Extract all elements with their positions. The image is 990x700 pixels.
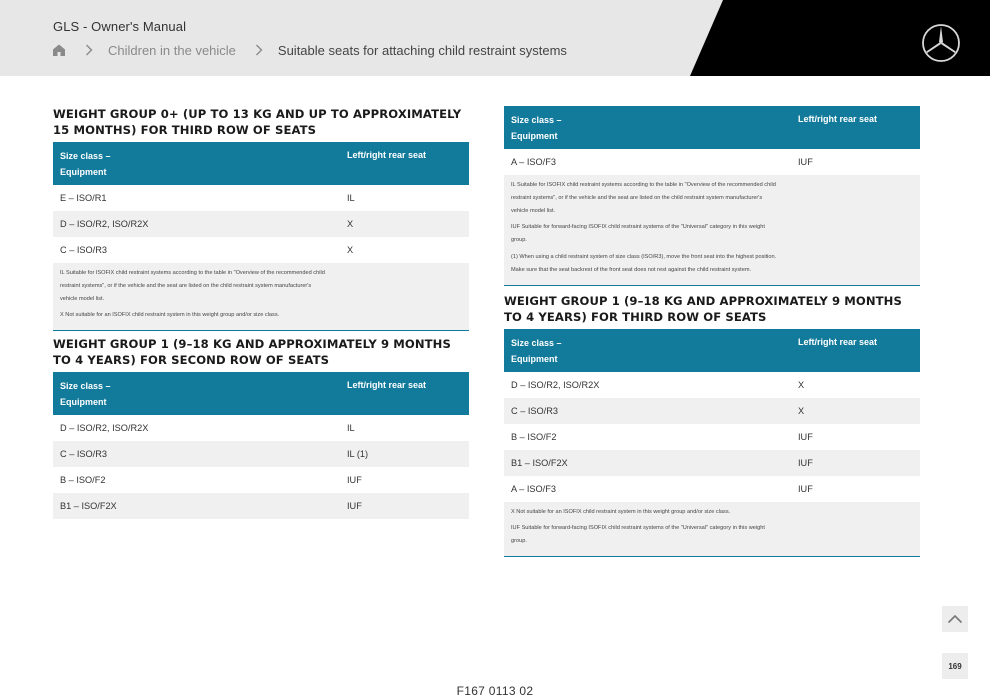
size-class-cell: C – ISO/R3 — [504, 398, 791, 424]
page-header — [0, 0, 990, 76]
size-class-cell: B1 – ISO/F2X — [504, 450, 791, 476]
table-row — [504, 398, 920, 424]
column-header-size-class: Size class – Equipment — [504, 106, 791, 149]
suitability-cell: X — [791, 398, 920, 424]
column-header-rear-seat: Left/right rear seat — [791, 329, 920, 372]
table-notes — [504, 502, 920, 557]
note-x: X Not suitable for an ISOFIX child restraint system in this weight group and/or size class. — [60, 312, 280, 319]
column-header-rear-seat: Left/right rear seat — [340, 142, 469, 185]
left-column — [53, 106, 469, 519]
size-class-cell: C – ISO/R3 — [53, 441, 340, 467]
section-group0-third-row — [53, 106, 469, 329]
note-il: IL Suitable for ISOFIX child restraint systems according to the table in "Overview of the recommended child restraint systems", or if the vehicle and the seat are listed on the child restraint system manufacturer's vehicle model list. — [511, 182, 776, 214]
breadcrumb-link-children[interactable]: Children in the vehicle — [108, 42, 236, 58]
note-iuf: IUF Suitable for forward-facing ISOFIX child restraint systems of the "Universal" category in this weight group. — [511, 224, 765, 244]
suitability-cell: X — [798, 379, 805, 390]
table-row — [53, 211, 469, 237]
size-class-cell: C – ISO/R3 — [60, 245, 107, 255]
section-title: WEIGHT GROUP 1 (9–18 KG AND APPROXIMATELY 9 MONTHS TO 4 YEARS) FOR SECOND ROW OF SEATS — [53, 337, 451, 367]
suitability-cell: IUF — [791, 450, 920, 476]
note-il: IL Suitable for ISOFIX child restraint systems according to the table in "Overview of the recommended child restraint systems", or if the vehicle and the seat are listed on the child restraint system manufacturer's vehicle model list. — [60, 270, 325, 302]
suitability-cell: IUF — [798, 157, 813, 167]
table-row — [53, 185, 469, 211]
section-title: WEIGHT GROUP 0+ (UP TO 13 KG AND UP TO APPROXIMATELY 15 MONTHS) FOR THIRD ROW OF SEATS — [53, 107, 462, 137]
seat-table — [53, 142, 469, 263]
breadcrumb-current: Suitable seats for attaching child restraint systems — [277, 42, 567, 58]
suitability-cell: IUF — [347, 475, 362, 485]
table-row — [504, 450, 920, 476]
seat-table — [53, 372, 469, 519]
size-class-cell: B1 – ISO/F2X — [53, 493, 340, 519]
table-row — [504, 149, 920, 175]
table-notes — [504, 175, 920, 286]
suitability-cell: X — [347, 245, 354, 255]
column-header-size-class: Size class – Equipment — [504, 329, 791, 372]
manual-title: GLS - Owner's Manual — [53, 19, 187, 34]
table-row — [504, 476, 920, 502]
chevron-right-icon — [84, 44, 94, 56]
table-row — [53, 415, 469, 441]
size-class-cell: A – ISO/F3 — [511, 483, 556, 494]
table-row — [53, 237, 469, 263]
footer-code: F167 0113 02 — [456, 684, 534, 698]
section-group1-second-row — [53, 336, 469, 519]
table-row — [504, 372, 920, 398]
page-number: 169 — [942, 653, 968, 679]
size-class-cell: D – ISO/R2, ISO/R2X — [511, 379, 600, 390]
chevron-right-icon — [254, 44, 264, 56]
home-icon[interactable] — [52, 43, 66, 57]
suitability-cell: IUF — [340, 493, 469, 519]
suitability-cell: X — [340, 211, 469, 237]
mercedes-star-logo — [921, 23, 961, 63]
size-class-cell: D – ISO/R2, ISO/R2X — [53, 211, 340, 237]
suitability-cell: IL (1) — [340, 441, 469, 467]
suitability-cell: IL — [347, 193, 355, 203]
suitability-cell: IL — [347, 423, 355, 433]
section-group1-third-row — [504, 293, 920, 557]
suitability-cell: IUF — [798, 483, 813, 494]
size-class-cell: D – ISO/R2, ISO/R2X — [60, 423, 149, 433]
chevron-up-icon — [947, 614, 963, 624]
note-x: X Not suitable for an ISOFIX child restraint system in this weight group and/or size class. — [511, 508, 731, 515]
size-class-cell: B – ISO/F2 — [511, 431, 557, 442]
column-header-rear-seat: Left/right rear seat — [340, 372, 469, 415]
seat-table — [504, 106, 920, 175]
column-header-rear-seat: Left/right rear seat — [791, 106, 920, 149]
right-column — [504, 106, 920, 557]
note-footnote-1: (1) When using a child restraint system of size class (ISO/R3), move the front seat into the highest position. Make sure that the seat backrest of the front seat does not rest against the child restraint system. — [511, 253, 777, 273]
scroll-to-top-button[interactable] — [942, 606, 968, 632]
column-header-size-class: Size class – Equipment — [53, 372, 340, 415]
column-header-size-class: Size class – Equipment — [53, 142, 340, 185]
section-title: WEIGHT GROUP 1 (9–18 KG AND APPROXIMATELY 9 MONTHS TO 4 YEARS) FOR THIRD ROW OF SEATS — [504, 293, 902, 324]
size-class-cell: E – ISO/R1 — [60, 193, 107, 203]
table-row — [53, 493, 469, 519]
suitability-cell: IUF — [798, 431, 813, 442]
section-continued-table — [504, 106, 920, 286]
table-row — [53, 467, 469, 493]
size-class-cell: A – ISO/F3 — [511, 157, 556, 167]
table-notes — [53, 263, 469, 331]
note-iuf: IUF Suitable for forward-facing ISOFIX child restraint systems of the "Universal" category in this weight group. — [511, 525, 765, 545]
table-row — [504, 424, 920, 450]
seat-table — [504, 329, 920, 502]
breadcrumb — [52, 41, 567, 59]
table-row — [53, 441, 469, 467]
size-class-cell: B – ISO/F2 — [60, 475, 106, 485]
